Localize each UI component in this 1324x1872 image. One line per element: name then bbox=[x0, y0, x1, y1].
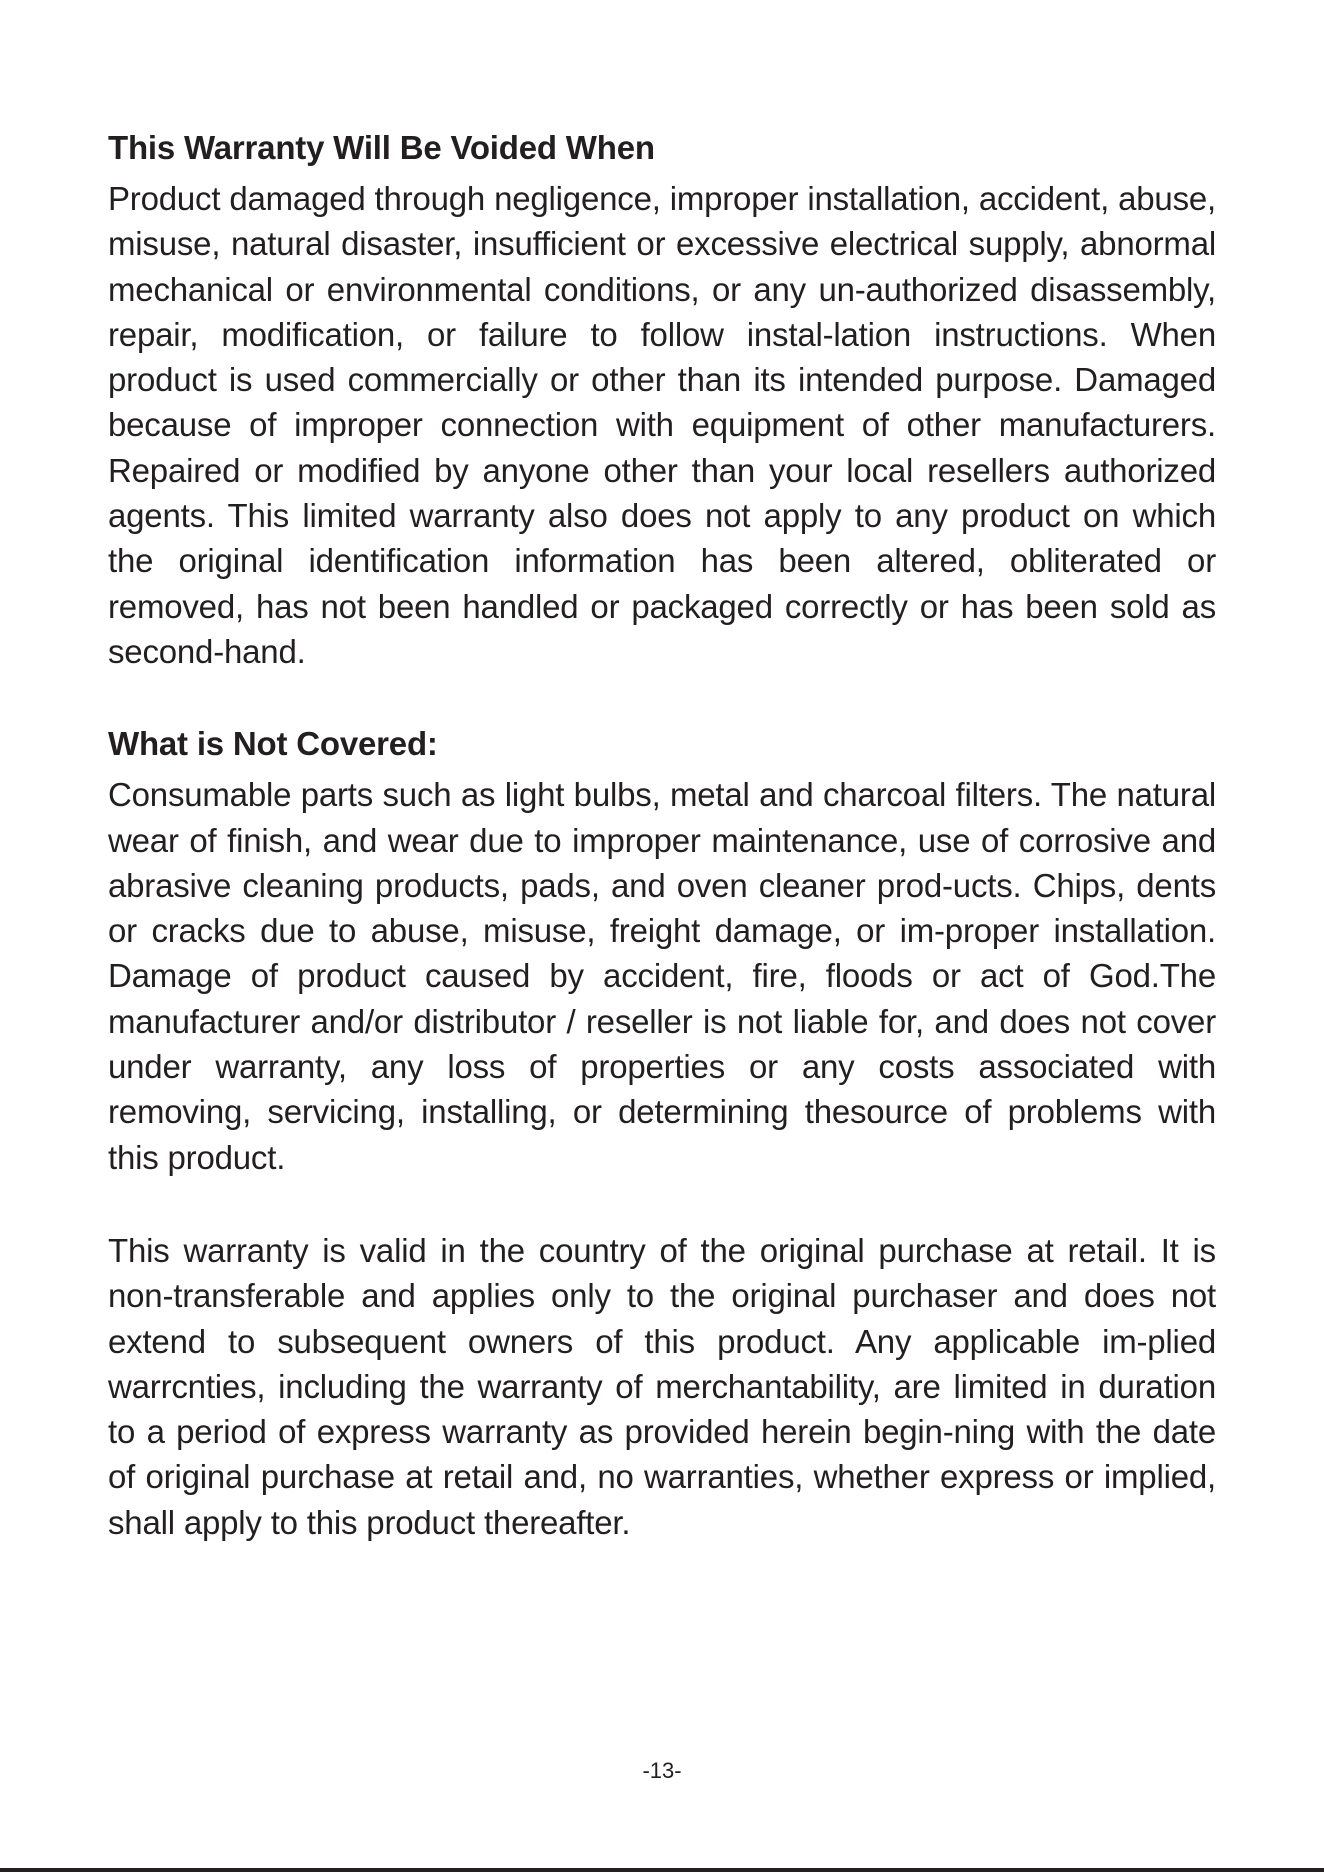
warranty-content bbox=[108, 126, 1216, 1545]
section-spacer bbox=[108, 1180, 1216, 1228]
voided-conditions-paragraph: Product damaged through negligence, improper installation, accident, abuse, misuse, natural disaster, insufficient or excessive electrical supply, abnormal mechanical or environmental conditions, or any un-authorized disassembly, repair, modification, or failure to follow instal-lation instructions. When product is used commercially or other than its intended purpose. Damaged because of improper connection with equipment of other manufacturers. Repaired or modified by anyone other than your local resellers authorized agents. This limited warranty also does not apply to any product on which the original identification information has been altered, obliterated or removed, has not been handled or packaged correctly or has been sold as second-hand. bbox=[108, 180, 1216, 670]
page-number: -13- bbox=[642, 1758, 682, 1783]
not-covered-paragraph: Consumable parts such as light bulbs, metal and charcoal filters. The natural wear of finish, and wear due to improper maintenance, use of corrosive and abrasive cleaning products, pads, and oven cleaner prod-ucts. Chips, dents or cracks due to abuse, misuse, freight damage, or im-proper installation. Damage of product caused by accident, fire, floods or act of God.The manufacturer and/or distributor / reseller is not liable for, and does not cover under warranty, any loss of properties or any costs associated with removing, servicing, installing, or determining thesource of problems with this product. bbox=[108, 776, 1216, 1176]
voided-conditions-heading: This Warranty Will Be Voided When bbox=[108, 129, 655, 166]
section-spacer bbox=[108, 674, 1216, 722]
not-covered-heading: What is Not Covered: bbox=[108, 725, 438, 763]
warranty-validity-paragraph: This warranty is valid in the country of the original purchase at retail. It is non-transferable and applies only to the original purchaser and does not extend to subsequent owners of this product. Any applicable im-plied warrcnties, including the warranty of merchantability, are limited in duration to a period of express warranty as provided herein begin-ning with the date of original purchase at retail and, no warranties, whether express or implied, shall apply to this product thereafter. bbox=[108, 1231, 1216, 1541]
bottom-border bbox=[0, 1868, 1324, 1872]
